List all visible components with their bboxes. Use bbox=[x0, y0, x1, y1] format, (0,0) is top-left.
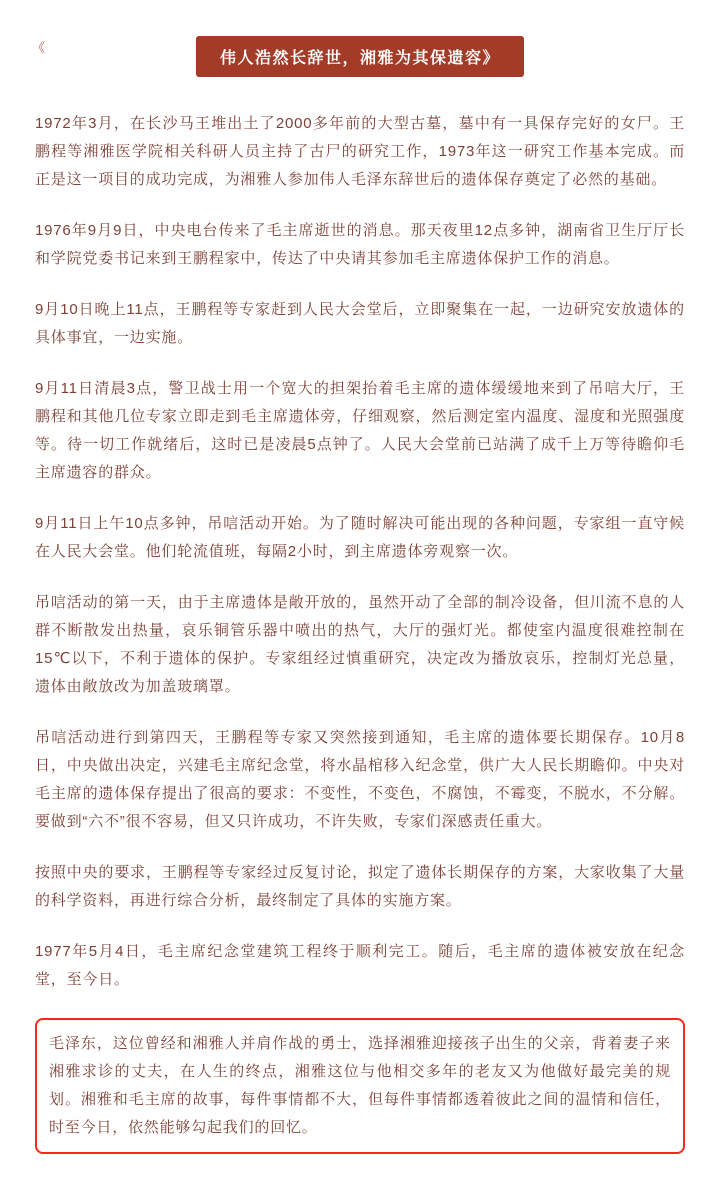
article-paragraph: 1972年3月，在长沙马王堆出土了2000多年前的大型古墓，墓中有一具保存完好的女尸。王鹏程等湘雅医学院相关科研人员主持了古尸的研究工作，1973年这一研究工作基本完成。而正是这一项目的成功完成，为湘雅人参加伟人毛泽东辞世后的遗体保存奠定了必然的基础。 bbox=[35, 115, 685, 188]
article-paragraph: 1976年9月9日，中央电台传来了毛主席逝世的消息。那天夜里12点多钟，湖南省卫生厅厅长和学院党委书记来到王鹏程家中，传达了中央请其参加毛主席遗体保护工作的消息。 bbox=[35, 222, 685, 267]
highlighted-paragraph: 毛泽东，这位曾经和湘雅人并肩作战的勇士，选择湘雅迎接孩子出生的父亲，背着妻子来湘雅求诊的丈夫，在人生的终点，湘雅这位与他相交多年的老友又为他做好最完美的规划。湘雅和毛主席的故事，每件事情都不大，但每件事情都透着彼此之间的温情和信任，时至今日，依然能够勾起我们的回忆。 bbox=[49, 1035, 671, 1136]
article-paragraph: 1977年5月4日，毛主席纪念堂建筑工程终于顺利完工。随后，毛主席的遗体被安放在纪念堂，至今日。 bbox=[35, 943, 685, 988]
highlighted-paragraph-box bbox=[35, 1018, 685, 1154]
article-paragraph: 9月10日晚上11点，王鹏程等专家赶到人民大会堂后，立即聚集在一起，一边研究安放遗体的具体事宜，一边实施。 bbox=[35, 301, 685, 346]
article-paragraph: 按照中央的要求，王鹏程等专家经过反复讨论，拟定了遗体长期保存的方案，大家收集了大量的科学资料，再进行综合分析，最终制定了具体的实施方案。 bbox=[35, 864, 685, 909]
corner-quote-mark: 《 bbox=[32, 40, 46, 55]
article-paragraph: 吊唁活动的第一天，由于主席遗体是敞开放的，虽然开动了全部的制冷设备，但川流不息的人群不断散发出热量，哀乐铜管乐器中喷出的热气，大厅的强灯光。都使室内温度很难控制在15℃以下，不利于遗体的保护。专家组经过慎重研究，决定改为播放哀乐，控制灯光总量，遗体由敞放改为加盖玻璃罩。 bbox=[35, 594, 685, 695]
article-title-banner: 伟人浩然长辞世，湘雅为其保遗容》 bbox=[196, 36, 524, 77]
article-paragraph: 9月11日上午10点多钟，吊唁活动开始。为了随时解决可能出现的各种问题，专家组一直守候在人民大会堂。他们轮流值班，每隔2小时，到主席遗体旁观察一次。 bbox=[35, 515, 685, 560]
article-paragraph: 9月11日清晨3点，警卫战士用一个宽大的担架抬着毛主席的遗体缓缓地来到了吊唁大厅，王鹏程和其他几位专家立即走到毛主席遗体旁，仔细观察，然后测定室内温度、湿度和光照强度等。待一切工作就绪后，这时已是凌晨5点钟了。人民大会堂前已站满了成千上万等待瞻仰毛主席遗容的群众。 bbox=[35, 380, 685, 481]
article-page bbox=[0, 36, 720, 1178]
article-paragraph: 吊唁活动进行到第四天，王鹏程等专家又突然接到通知，毛主席的遗体要长期保存。10月8日，中央做出决定，兴建毛主席纪念堂，将水晶棺移入纪念堂，供广大人民长期瞻仰。中央对毛主席的遗体保存提出了很高的要求：不变性，不变色，不腐蚀，不霉变，不脱水，不分解。要做到“六不”很不容易，但又只许成功，不许失败，专家们深感责任重大。 bbox=[35, 729, 685, 830]
article-content bbox=[35, 110, 685, 1154]
